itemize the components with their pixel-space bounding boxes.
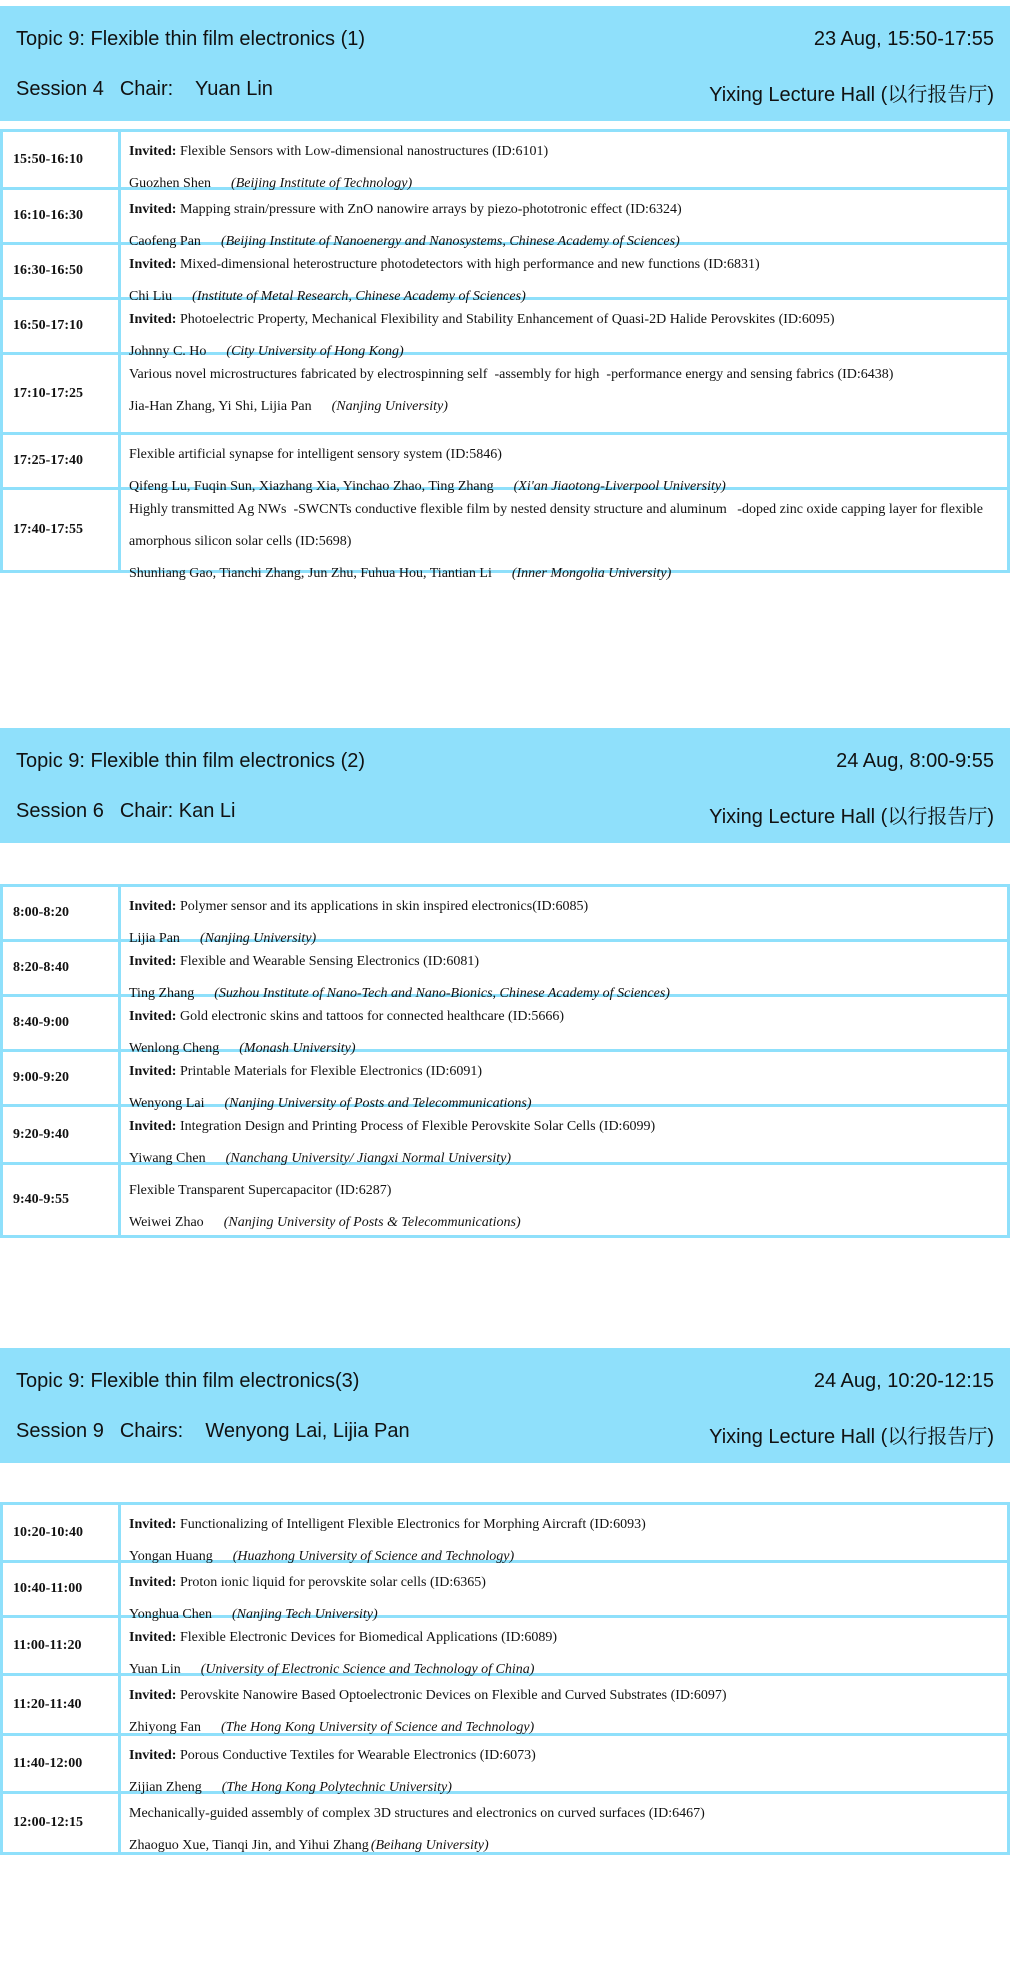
talk-time: 15:50-16:10 <box>3 132 121 187</box>
talk-row <box>3 245 1007 304</box>
invited-label: Invited: <box>129 202 177 217</box>
talk-authors: Johnny C. Ho <box>129 344 207 359</box>
talk-affiliation: (Nanjing University) <box>331 399 448 414</box>
talk-title: Flexible Transparent Supercapacitor (ID:6287) <box>129 1183 392 1198</box>
talk-affiliation: (Suzhou Institute of Nano-Tech and Nano-Bionics, Chinese Academy of Sciences) <box>214 986 670 1001</box>
session-date: 23 Aug, 15:50-17:55 <box>813 28 994 50</box>
topic-title: Topic 9: Flexible thin film electronics (2) <box>16 750 366 772</box>
talk-affiliation: (Xi'an Jiaotong-Liverpool University) <box>513 479 726 494</box>
talk-title: Polymer sensor and its applications in skin inspired electronics(ID:6085) <box>179 899 589 914</box>
talk-table <box>0 129 1010 581</box>
talk-time: 11:40-12:00 <box>3 1736 121 1791</box>
talk-row <box>3 1107 1007 1165</box>
talk-time: 10:40-11:00 <box>3 1563 121 1615</box>
session-venue: Yixing Lecture Hall (以行报告厅) <box>709 806 994 828</box>
talk-affiliation: (Nanjing University) <box>199 931 317 946</box>
talk-time: 9:40-9:55 <box>3 1165 121 1235</box>
session-chair: Chair: Kan Li <box>119 800 236 822</box>
talk-row <box>3 1505 1007 1563</box>
session-date: 24 Aug, 10:20-12:15 <box>813 1370 994 1392</box>
talk-time: 8:20-8:40 <box>3 942 121 994</box>
talk-authors: Yongan Huang <box>129 1549 213 1564</box>
talk-time: 8:40-9:00 <box>3 997 121 1049</box>
talk-title: Mapping strain/pressure with ZnO nanowire arrays by piezo-phototronic effect (ID:6324) <box>179 202 682 217</box>
talk-affiliation: (Institute of Metal Research, Chinese Academy of Sciences) <box>192 289 526 304</box>
session-venue: Yixing Lecture Hall (以行报告厅) <box>709 84 994 106</box>
topic-title: Topic 9: Flexible thin film electronics (1) <box>16 28 366 50</box>
talk-row <box>3 1618 1007 1676</box>
talk-title: Perovskite Nanowire Based Optoelectronic Devices on Flexible and Curved Substrates (ID:6097) <box>179 1688 727 1703</box>
invited-label: Invited: <box>129 1119 177 1134</box>
talk-time: 9:20-9:40 <box>3 1107 121 1162</box>
talk-authors: Zijian Zheng <box>129 1780 202 1795</box>
talk-authors: Yiwang Chen <box>129 1151 206 1166</box>
invited-label: Invited: <box>129 257 177 272</box>
talk-row <box>3 355 1007 435</box>
invited-label: Invited: <box>129 954 177 969</box>
talk-title: Printable Materials for Flexible Electronics (ID:6091) <box>179 1064 483 1079</box>
talk-time: 10:20-10:40 <box>3 1505 121 1560</box>
invited-label: Invited: <box>129 144 177 159</box>
talk-affiliation: (Inner Mongolia University) <box>511 566 672 581</box>
talk-authors: Chi Liu <box>129 289 173 304</box>
talk-authors: Caofeng Pan <box>129 234 201 249</box>
talk-affiliation: (Beihang University) <box>370 1838 489 1853</box>
invited-label: Invited: <box>129 1748 177 1763</box>
talk-time: 11:20-11:40 <box>3 1676 121 1733</box>
talk-authors: Qifeng Lu, Fuqin Sun, Xiazhang Xia, Yinchao Zhao, Ting Zhang <box>129 479 494 494</box>
talk-row <box>3 997 1007 1056</box>
talk-affiliation: (The Hong Kong Polytechnic University) <box>221 1780 452 1795</box>
talk-table <box>0 1502 1010 1855</box>
talk-title: Gold electronic skins and tattoos for connected healthcare (ID:5666) <box>179 1009 565 1024</box>
session-header <box>0 728 1010 843</box>
invited-label: Invited: <box>129 899 177 914</box>
talk-row <box>3 942 1007 1001</box>
session-block-1 <box>0 6 1010 581</box>
talk-time: 12:00-12:15 <box>3 1794 121 1852</box>
invited-label: Invited: <box>129 1575 177 1590</box>
talk-title: Flexible Sensors with Low-dimensional nanostructures (ID:6101) <box>179 144 549 159</box>
talk-title: Flexible artificial synapse for intelligent sensory system (ID:5846) <box>129 447 502 462</box>
talk-title: Porous Conductive Textiles for Wearable Electronics (ID:6073) <box>179 1748 536 1763</box>
talk-authors: Yuan Lin <box>129 1662 181 1677</box>
talk-affiliation: (Beijing Institute of Nanoenergy and Nanosystems, Chinese Academy of Sciences) <box>220 234 680 249</box>
talk-affiliation: (Monash University) <box>239 1041 356 1056</box>
talk-row <box>3 887 1007 946</box>
topic-title: Topic 9: Flexible thin film electronics(3) <box>16 1370 360 1392</box>
talk-authors: Wenyong Lai <box>129 1096 205 1111</box>
talk-row <box>3 1676 1007 1736</box>
talk-authors: Lijia Pan <box>129 931 180 946</box>
talk-title: Proton ionic liquid for perovskite solar cells (ID:6365) <box>179 1575 486 1590</box>
invited-label: Invited: <box>129 1688 177 1703</box>
talk-row <box>3 435 1007 494</box>
talk-affiliation: (Huazhong University of Science and Technology) <box>232 1549 515 1564</box>
session-date: 24 Aug, 8:00-9:55 <box>836 750 994 772</box>
invited-label: Invited: <box>129 312 177 327</box>
session-block-2 <box>0 728 1010 1230</box>
talk-row <box>3 490 1007 581</box>
talk-authors: Shunliang Gao, Tianchi Zhang, Jun Zhu, Fuhua Hou, Tiantian Li <box>129 566 492 581</box>
talk-title: Various novel microstructures fabricated by electrospinning self -assembly for high -performance energy and sensing fabrics (ID:6438) <box>129 367 894 382</box>
session-number: Session 4 <box>16 78 104 100</box>
invited-label: Invited: <box>129 1064 177 1079</box>
talk-time: 17:25-17:40 <box>3 435 121 487</box>
talk-authors: Yonghua Chen <box>129 1607 212 1622</box>
talk-affiliation: (The Hong Kong University of Science and Technology) <box>220 1720 535 1735</box>
talk-authors: Zhaoguo Xue, Tianqi Jin, and Yihui Zhang <box>129 1838 369 1853</box>
session-number: Session 6 <box>16 800 104 822</box>
talk-title: Flexible and Wearable Sensing Electronics (ID:6081) <box>179 954 480 969</box>
talk-time: 17:10-17:25 <box>3 355 121 432</box>
talk-row <box>3 1794 1007 1852</box>
talk-time: 11:00-11:20 <box>3 1618 121 1673</box>
talk-time: 9:00-9:20 <box>3 1052 121 1104</box>
talk-title: Mechanically-guided assembly of complex 3D structures and electronics on curved surfaces (ID:6467) <box>129 1806 705 1821</box>
session-header <box>0 6 1010 121</box>
invited-label: Invited: <box>129 1630 177 1645</box>
talk-table <box>0 884 1010 1238</box>
talk-time: 8:00-8:20 <box>3 887 121 939</box>
talk-title: Flexible Electronic Devices for Biomedical Applications (ID:6089) <box>179 1630 558 1645</box>
invited-label: Invited: <box>129 1009 177 1024</box>
talk-title: Functionalizing of Intelligent Flexible Electronics for Morphing Aircraft (ID:6093) <box>179 1517 646 1532</box>
session-number: Session 9 <box>16 1420 104 1442</box>
talk-affiliation: (City University of Hong Kong) <box>226 344 404 359</box>
talk-title: Mixed-dimensional heterostructure photodetectors with high performance and new functions (ID:6831) <box>179 257 760 272</box>
talk-title: Photoelectric Property, Mechanical Flexibility and Stability Enhancement of Quasi-2D Halide Perovskites (ID:6095) <box>179 312 835 327</box>
talk-authors: Ting Zhang <box>129 986 195 1001</box>
talk-affiliation: (University of Electronic Science and Technology of China) <box>200 1662 535 1677</box>
session-chair: Chair: Yuan Lin <box>119 78 273 100</box>
talk-affiliation: (Nanjing University of Posts & Telecommunications) <box>223 1215 521 1230</box>
talk-authors: Guozhen Shen <box>129 176 212 191</box>
talk-affiliation: (Nanjing Tech University) <box>231 1607 378 1622</box>
talk-affiliation: (Nanchang University/ Jiangxi Normal University) <box>225 1151 512 1166</box>
talk-row <box>3 300 1007 359</box>
talk-authors: Zhiyong Fan <box>129 1720 201 1735</box>
talk-row <box>3 1563 1007 1622</box>
talk-time: 16:10-16:30 <box>3 190 121 242</box>
talk-authors: Wenlong Cheng <box>129 1041 220 1056</box>
talk-title: Integration Design and Printing Process of Flexible Perovskite Solar Cells (ID:6099) <box>179 1119 656 1134</box>
talk-time: 16:50-17:10 <box>3 300 121 352</box>
session-header <box>0 1348 1010 1463</box>
talk-affiliation: (Beijing Institute of Technology) <box>231 176 413 191</box>
talk-time: 17:40-17:55 <box>3 490 121 570</box>
session-chair: Chairs: Wenyong Lai, Lijia Pan <box>119 1420 410 1442</box>
talk-row <box>3 1736 1007 1794</box>
talk-authors: Jia-Han Zhang, Yi Shi, Lijia Pan <box>129 399 312 414</box>
talk-authors: Weiwei Zhao <box>129 1215 204 1230</box>
talk-row <box>3 1052 1007 1111</box>
session-venue: Yixing Lecture Hall (以行报告厅) <box>709 1426 994 1448</box>
talk-row <box>3 190 1007 249</box>
invited-label: Invited: <box>129 1517 177 1532</box>
talk-time: 16:30-16:50 <box>3 245 121 297</box>
talk-row <box>3 1165 1007 1235</box>
talk-title: Highly transmitted Ag NWs -SWCNTs conductive flexible film by nested density structure and aluminum -doped zinc oxide capping layer for flexible amorphous silicon solar cells (ID:5698) <box>129 502 987 549</box>
talk-affiliation: (Nanjing University of Posts and Telecommunications) <box>224 1096 532 1111</box>
talk-row <box>3 132 1007 190</box>
session-block-3 <box>0 1348 1010 1853</box>
